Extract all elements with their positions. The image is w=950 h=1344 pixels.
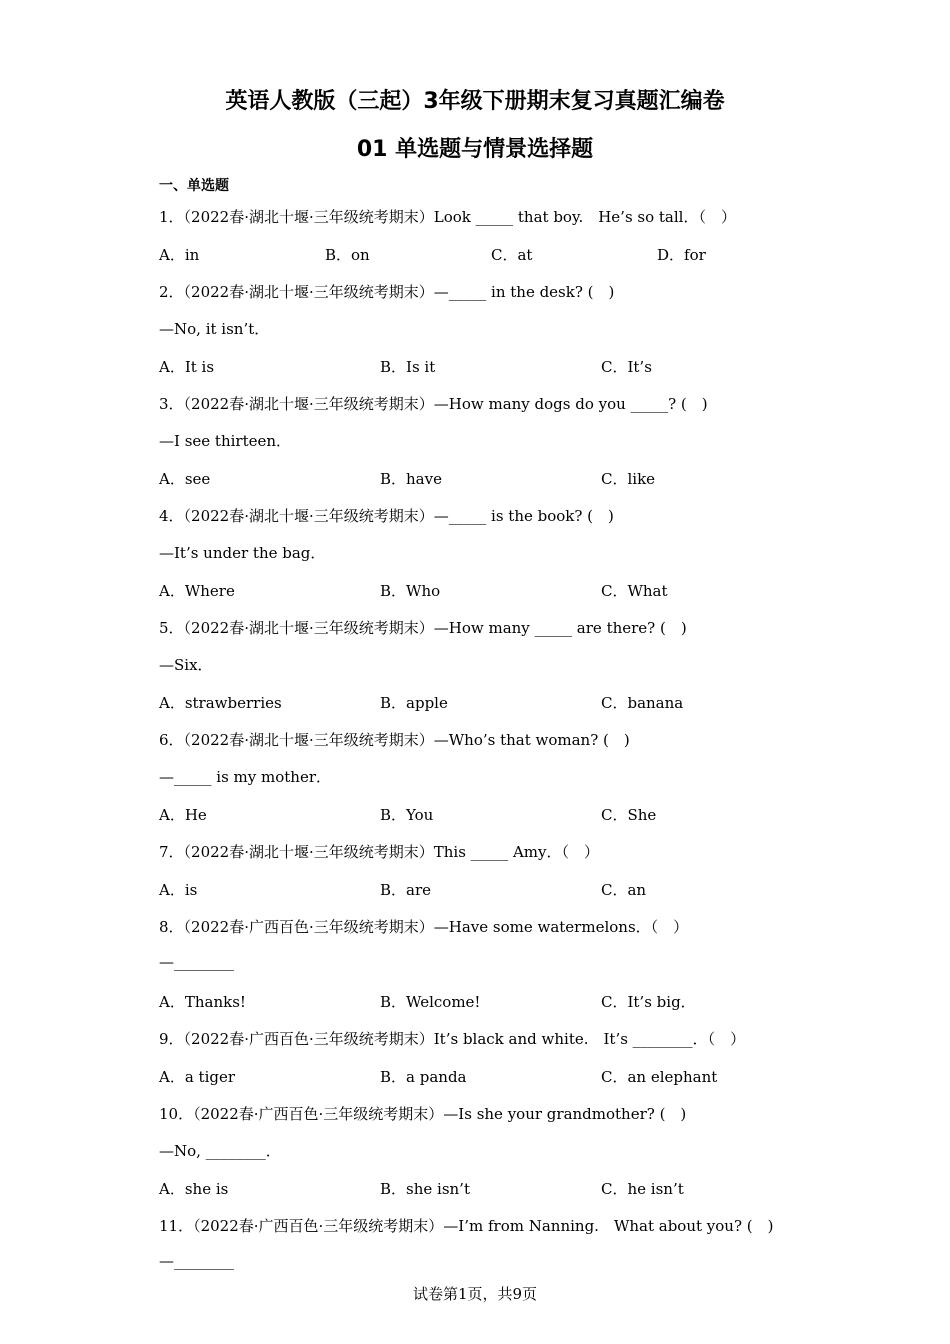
option-9c: C．an elephant	[601, 1068, 718, 1086]
option-2a: A．It is	[159, 358, 215, 376]
option-3b: B．have	[380, 470, 442, 488]
option-5c: C．banana	[601, 694, 684, 712]
option-9a: A．a tiger	[159, 1068, 236, 1086]
option-6b: B．You	[380, 806, 434, 824]
option-1d: D．for	[657, 246, 706, 264]
option-1b: B．on	[325, 246, 370, 264]
option-2c: C．It’s	[601, 358, 652, 376]
question-reply-2: —No, it isn’t．	[159, 320, 270, 338]
option-5b: B．apple	[380, 694, 448, 712]
question-reply-4: —It’s under the bag．	[159, 544, 326, 562]
question-stem-8: 8．（2022春·广西百色·三年级统考期末）—Have some watermelons．（ ）	[159, 918, 689, 936]
option-7a: A．is	[159, 881, 198, 899]
option-1a: A．in	[159, 246, 200, 264]
option-7b: B．are	[380, 881, 432, 899]
option-4a: A．Where	[159, 582, 235, 600]
question-reply-10: —No, ________．	[159, 1142, 281, 1160]
page-title: 英语人教版（三起）3年级下册期末复习真题汇编卷	[225, 89, 725, 114]
question-stem-11: 11．（2022春·广西百色·三年级统考期末）—I’m from Nanning. What about you? ( )	[159, 1217, 774, 1235]
option-10c: C．he isn’t	[601, 1180, 684, 1198]
question-stem-6: 6．（2022春·湖北十堰·三年级统考期末）—Who’s that woman? ( )	[159, 731, 630, 749]
question-stem-4: 4．（2022春·湖北十堰·三年级统考期末）—_____ is the book? ( )	[159, 507, 614, 525]
question-stem-7: 7．（2022春·湖北十堰·三年级统考期末）This _____ Amy．（ ）	[159, 843, 599, 861]
question-reply-8: —________	[159, 953, 234, 971]
option-7c: C．an	[601, 881, 647, 899]
question-stem-5: 5．（2022春·湖北十堰·三年级统考期末）—How many _____ are there? ( )	[159, 619, 687, 637]
section-title: 一、单选题	[159, 178, 229, 194]
option-10a: A．she is	[159, 1180, 229, 1198]
question-stem-3: 3．（2022春·湖北十堰·三年级统考期末）—How many dogs do you _____? ( )	[159, 395, 708, 413]
option-3a: A．see	[159, 470, 211, 488]
option-6c: C．She	[601, 806, 657, 824]
option-3c: C．like	[601, 470, 656, 488]
option-4c: C．What	[601, 582, 668, 600]
question-reply-6: —_____ is my mother．	[159, 768, 331, 786]
question-reply-11: —________	[159, 1252, 234, 1270]
option-9b: B．a panda	[380, 1068, 467, 1086]
option-8a: A．Thanks!	[159, 993, 246, 1011]
question-stem-9: 9．（2022春·广西百色·三年级统考期末）It’s black and white. It’s ________．（ ）	[159, 1030, 746, 1048]
question-reply-5: —Six．	[159, 656, 213, 674]
question-reply-3: —I see thirteen．	[159, 432, 292, 450]
question-stem-1: 1．（2022春·湖北十堰·三年级统考期末）Look _____ that boy. He’s so tall．（ ）	[159, 208, 736, 226]
option-4b: B．Who	[380, 582, 441, 600]
option-1c: C．at	[491, 246, 533, 264]
option-6a: A．He	[159, 806, 207, 824]
option-5a: A．strawberries	[159, 694, 282, 712]
page-footer: 试卷第1页，共9页	[412, 1285, 538, 1303]
question-stem-2: 2．（2022春·湖北十堰·三年级统考期末）—_____ in the desk? ( )	[159, 283, 615, 301]
option-8b: B．Welcome!	[380, 993, 481, 1011]
option-8c: C．It’s big．	[601, 993, 696, 1011]
question-stem-10: 10．（2022春·广西百色·三年级统考期末）—Is she your grandmother? ( )	[159, 1105, 687, 1123]
option-10b: B．she isn’t	[380, 1180, 470, 1198]
page-subtitle: 01 单选题与情景选择题	[356, 137, 594, 162]
option-2b: B．Is it	[380, 358, 436, 376]
